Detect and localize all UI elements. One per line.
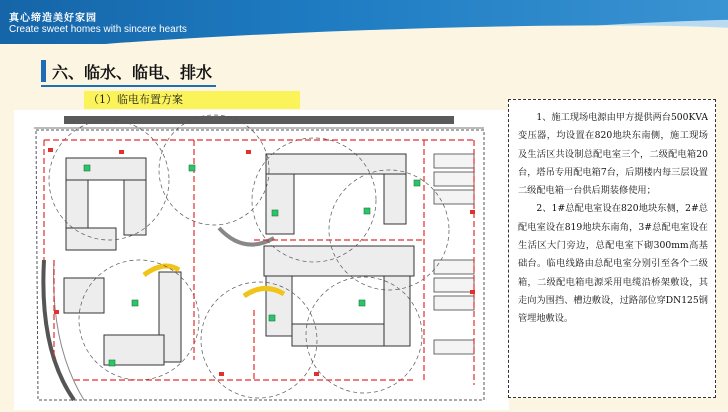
brand-slogan-cn: 真心缔造美好家园 bbox=[9, 13, 97, 24]
description-paragraph-1: 1、施工现场电源由甲方提供两台500KVA变压器，均设置在820地块东南侧，施工现场及生活区共设制总配电室三个，二级配电箱20台，塔吊专用配电箱7台，后期楼内每三层设置二级配电箱一台供后期装修使用； bbox=[518, 112, 708, 197]
site-power-layout-plan bbox=[14, 110, 509, 410]
brand-slogan-en: Create sweet homes with sincere hearts bbox=[9, 24, 187, 35]
power-plan-description bbox=[508, 99, 716, 398]
description-paragraph-2: 2、1#总配电室设在820地块东侧，2#总配电室设在819地块东南角，3#总配电室设在生活区大门旁边，总配电室下砌300mm高基础台。临电线路由总配电室分别引至各个二级箱，二级配电箱电源采用电缆沿桥架敷设，其走向为围挡、槽边敷设，过路部位穿DN125钢管埋地敷设。 bbox=[518, 203, 708, 325]
plan-road-top bbox=[64, 116, 454, 124]
section-underline bbox=[41, 85, 216, 87]
section-accent-bar bbox=[41, 60, 46, 82]
section-title: 六、临水、临电、排水 bbox=[52, 63, 213, 82]
subsection-title: （1）临电布置方案 bbox=[84, 91, 300, 109]
header-banner bbox=[0, 0, 728, 44]
